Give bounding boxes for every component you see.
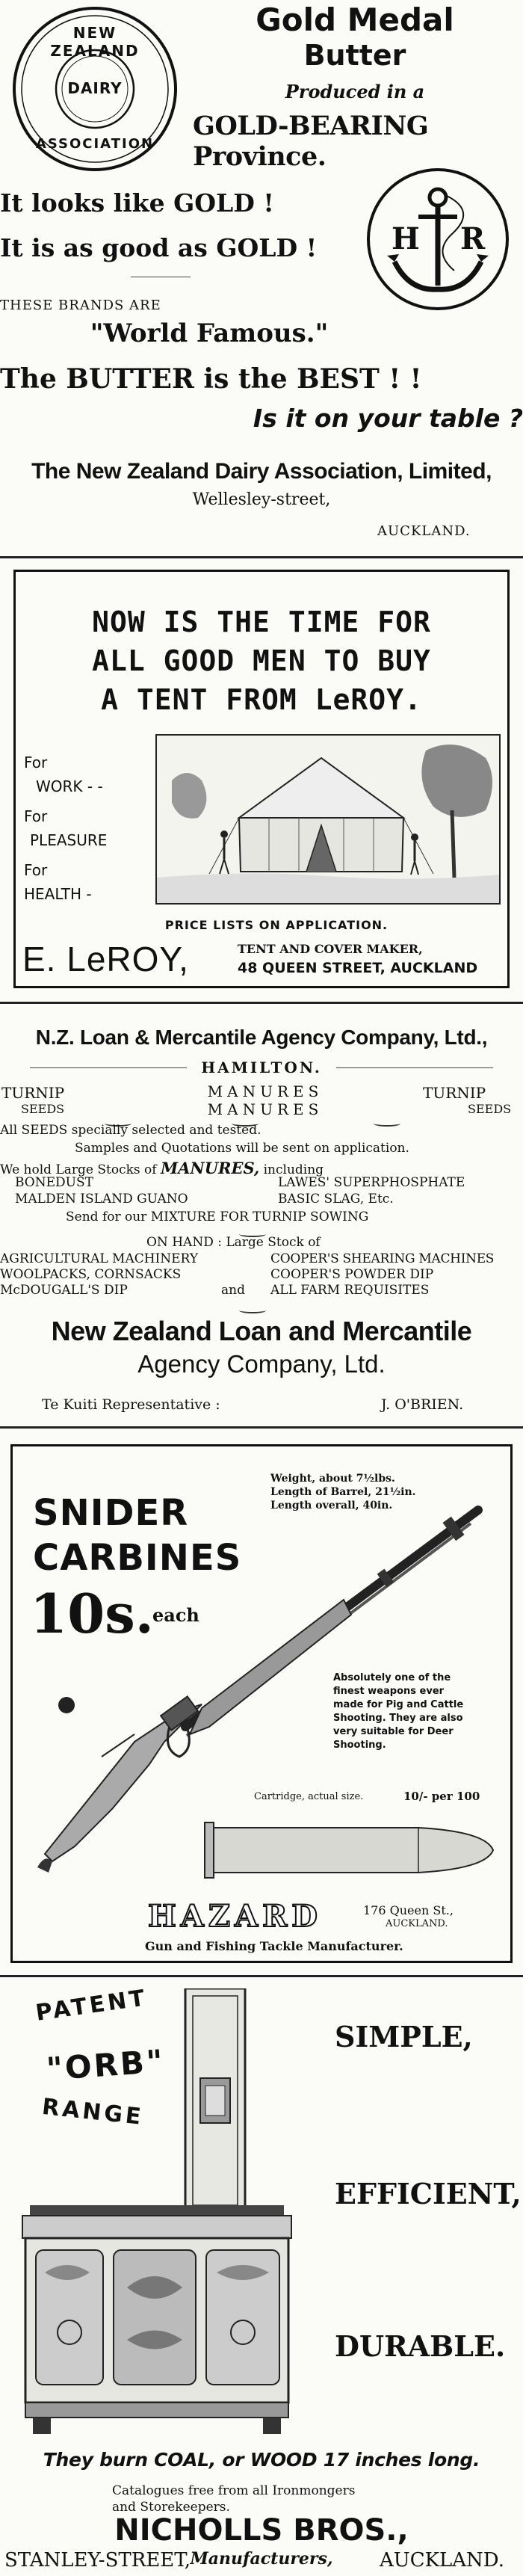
lawes-item: LAWES' SUPERPHOSPHATE — [278, 1175, 465, 1190]
catalogues-line-2: and Storekeepers. — [112, 2500, 230, 2515]
loan-mercantile-advert — [0, 1009, 523, 1495]
carbine-advert — [0, 1428, 523, 1981]
seal-outer-text: NEW ZEALAND — [50, 24, 140, 60]
stocks-text: We hold Large Stocks of — [0, 1162, 157, 1177]
hazard-name: HAZARD — [148, 1899, 322, 1934]
advert-separator — [0, 1002, 523, 1004]
cartridge-label: Cartridge, actual size. — [254, 1791, 364, 1802]
butter-is-best: The BUTTER is the BEST ! ! — [0, 363, 422, 395]
desc-line: very suitable for Deer — [333, 1726, 454, 1737]
basic-slag-item: BASIC SLAG, Etc. — [278, 1192, 394, 1207]
spec-overall: Length overall, 40in. — [270, 1500, 393, 1512]
range-label: RANGE — [40, 2093, 146, 2131]
carbines-heading: CARBINES — [33, 1537, 242, 1579]
manures-emphasis: MANURES, — [160, 1159, 260, 1177]
manures-line-2: MANURES — [207, 1100, 324, 1118]
manures-block — [168, 1082, 362, 1118]
dairy-company-name: The New Zealand Dairy Association, Limited, — [31, 459, 492, 484]
divider — [30, 1067, 187, 1068]
hamilton-label: HAMILTON. — [201, 1059, 322, 1076]
cartridge-price: 10/- per 100 — [403, 1790, 480, 1803]
mcdougall-item: McDOUGALL'S DIP — [0, 1283, 128, 1298]
brands-are-text: THESE BRANDS ARE — [0, 298, 161, 313]
simple-label: SIMPLE, — [335, 2020, 473, 2053]
dairy-association-seal — [9, 3, 181, 175]
stanley-street: STANLEY-STREET, — [4, 2549, 191, 2572]
gold-medal-heading: Gold Medal — [256, 1, 454, 38]
on-hand-line: ON HAND : Large Stock of — [146, 1235, 321, 1250]
spec-weight: Weight, about 7½lbs. — [270, 1473, 395, 1485]
efficient-label: EFFICIENT, — [335, 2177, 522, 2210]
carbine-description — [333, 1671, 498, 1752]
rep-name: J. O'BRIEN. — [381, 1396, 464, 1413]
burn-coal-wood: They burn COAL, or WOOD 17 inches long. — [43, 2449, 480, 2471]
farm-requisites-item: ALL FARM REQUISITES — [270, 1283, 430, 1298]
dairy-city: AUCKLAND. — [377, 523, 471, 539]
manures-line-1: MANURES — [207, 1082, 324, 1100]
range-stove-illustration — [15, 1988, 299, 2437]
pleasure-label: PLEASURE — [30, 831, 108, 849]
desc-line: Shooting. — [333, 1740, 386, 1751]
turnip-seeds-left — [1, 1084, 64, 1116]
seal-center-text: DAIRY — [67, 79, 123, 97]
turnip-right-word: TURNIP — [423, 1084, 486, 1102]
anchor-letter-r: R — [460, 221, 486, 256]
nicholls-city: AUCKLAND. — [380, 2549, 504, 2572]
hazard-address-2: AUCKLAND. — [386, 1918, 448, 1929]
each-label: each — [152, 1604, 199, 1626]
shearing-item: COOPER'S SHEARING MACHINES — [270, 1251, 495, 1266]
including-text: including — [263, 1162, 324, 1177]
tent-headline-3: A TENT FROM LeROY. — [101, 683, 422, 716]
tent-maker-label: TENT AND COVER MAKER, — [238, 942, 423, 956]
orb-label: "ORB" — [45, 2042, 167, 2088]
ornament — [239, 1302, 266, 1316]
durable-label: DURABLE. — [335, 2329, 506, 2363]
catalogues-line-1: Catalogues free from all Ironmongers — [112, 2483, 356, 2498]
dairy-advert — [0, 0, 523, 576]
malden-item: MALDEN ISLAND GUANO — [15, 1192, 188, 1207]
nicholls-name: NICHOLLS BROS., — [114, 2513, 409, 2548]
advert-separator — [0, 556, 523, 558]
work-label: WORK - - — [36, 777, 103, 795]
for-label-3: For — [24, 861, 48, 879]
dairy-street: Wellesley-street, — [192, 490, 331, 509]
samples-note: Samples and Quotations will be sent on application. — [75, 1141, 409, 1156]
manufacturers-label: Manufacturers, — [190, 2549, 333, 2569]
loan-title: N.Z. Loan & Mercantile Agency Company, Ltd., — [35, 1026, 488, 1049]
good-as-gold: It is as good as GOLD ! — [0, 233, 318, 262]
desc-line: Shooting. They are also — [333, 1713, 463, 1724]
orb-range-advert — [0, 1981, 523, 2576]
produced-in-text: Produced in a — [285, 81, 425, 102]
agri-machinery-item: AGRICULTURAL MACHINERY — [0, 1251, 199, 1266]
tent-headline-2: ALL GOOD MEN TO BUY — [92, 644, 431, 677]
rep-label: Te Kuiti Representative : — [42, 1396, 220, 1413]
desc-line: made for Pig and Cattle — [333, 1699, 464, 1710]
tent-headline-1: NOW IS THE TIME FOR — [92, 606, 431, 638]
patent-label: PATENT — [34, 1985, 149, 2027]
loan-big-name-2: Agency Company, Ltd. — [137, 1350, 386, 1378]
hazard-address-1: 176 Queen St., — [363, 1903, 454, 1917]
tent-illustration — [155, 734, 501, 905]
bonedust-item: BONEDUST — [15, 1175, 93, 1190]
mixture-line: Send for our MIXTURE FOR TURNIP SOWING — [66, 1210, 369, 1224]
leroy-name: E. LeROY, — [22, 940, 189, 979]
loan-big-name-1: New Zealand Loan and Mercantile — [51, 1316, 472, 1346]
seeds-left-word: SEEDS — [21, 1102, 65, 1116]
tent-advert — [0, 561, 523, 1009]
leroy-address: 48 QUEEN STREET, AUCKLAND — [238, 960, 478, 976]
health-label: HEALTH - — [24, 885, 92, 903]
anchor-letter-h: H — [392, 221, 420, 256]
gold-bearing-province: GOLD-BEARING Province. — [193, 111, 429, 172]
cartridge-illustration — [202, 1802, 501, 1899]
ornament — [374, 1115, 400, 1130]
woolpacks-item: WOOLPACKS, CORNSACKS — [0, 1267, 182, 1282]
for-label-2: For — [24, 807, 48, 825]
turnip-left-word: TURNIP — [1, 1084, 65, 1102]
snider-heading: SNIDER — [33, 1492, 189, 1534]
desc-line: Absolutely one of the — [333, 1672, 451, 1683]
carbine-price: 10s. — [30, 1582, 154, 1645]
looks-like-gold: It looks like GOLD ! — [0, 188, 274, 218]
desc-line: finest weapons ever — [333, 1686, 445, 1697]
tackle-manufacturer: Gun and Fishing Tackle Manufacturer. — [145, 1939, 403, 1953]
spec-barrel: Length of Barrel, 21½in. — [270, 1486, 416, 1498]
on-your-table: Is it on your table ? — [253, 404, 523, 433]
divider — [336, 1067, 493, 1068]
seeds-selected-note: All SEEDS specially selected and tested. — [0, 1123, 262, 1138]
turnip-seeds-right — [423, 1084, 511, 1116]
seal-bottom-text: ASSOCIATION — [35, 136, 155, 152]
powder-dip-item: COOPER'S POWDER DIP — [270, 1267, 434, 1282]
for-label-1: For — [24, 754, 48, 771]
butter-heading: Butter — [303, 39, 406, 72]
seeds-right-word: SEEDS — [468, 1102, 512, 1116]
advert-separator — [0, 1975, 523, 1977]
world-famous-text: "World Famous." — [90, 318, 329, 348]
anchor-emblem — [365, 166, 511, 312]
and-word: and — [221, 1283, 245, 1298]
price-lists-text: PRICE LISTS ON APPLICATION. — [164, 918, 389, 932]
